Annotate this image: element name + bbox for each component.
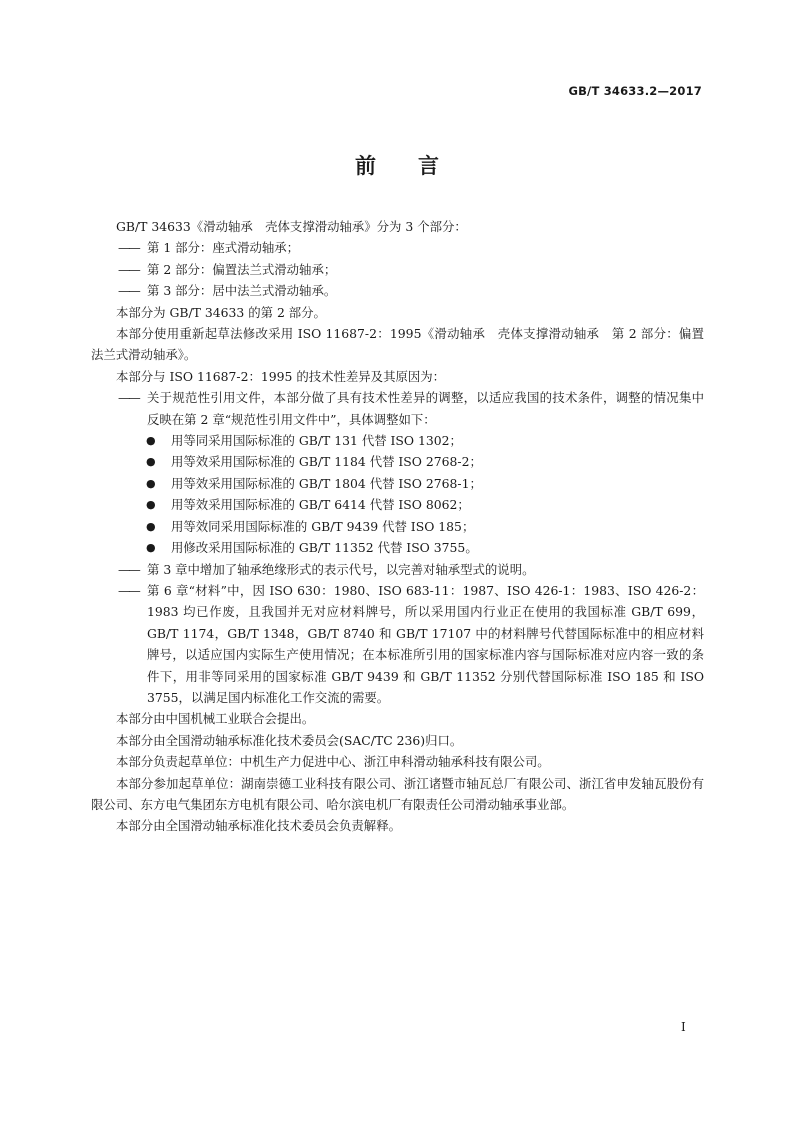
bullet-icon: ● — [146, 498, 156, 512]
part-2-text: 第 2 部分：偏置法兰式滑动轴承； — [147, 261, 337, 277]
title-char-1: 前 — [355, 154, 376, 178]
part-3-text: 第 3 部分：居中法兰式滑动轴承。 — [147, 283, 337, 299]
bullet-item — [91, 473, 704, 494]
bullet-text: 用等同采用国际标准的 GB/T 131 代替 ISO 1302； — [171, 433, 462, 449]
bullet-icon: ● — [146, 476, 156, 490]
bullet-icon: ● — [146, 519, 156, 533]
part-3-item — [91, 280, 704, 301]
participating-units-paragraph: 本部分参加起草单位：湖南崇德工业科技有限公司、浙江诸暨市轴瓦总厂有限公司、浙江省申发轴瓦股份有限公司、东方电气集团东方电机有限公司、哈尔滨电机厂有限责任公司滑动轴承事业部。 — [91, 775, 704, 812]
bullet-icon: ● — [146, 455, 156, 469]
difference-2-item — [91, 559, 704, 580]
bullet-item — [91, 451, 704, 472]
difference-3-item — [91, 580, 704, 708]
bullet-item — [91, 516, 704, 537]
standard-number: GB/T 34633.2—2017 — [568, 84, 702, 98]
bullet-icon: ● — [146, 541, 156, 555]
drafting-units-paragraph: 本部分负责起草单位：中机生产力促进中心、浙江申科滑动轴承科技有限公司。 — [116, 754, 550, 770]
part-2-item — [91, 259, 704, 280]
dash-marker: —— — [118, 390, 139, 406]
difference-1-text: 关于规范性引用文件，本部分做了具有技术性差异的调整，以适应我国的技术条件，调整的情况集中反映在第 2 章“规范性引用文件中”，具体调整如下： — [147, 390, 704, 427]
differences-intro-paragraph: 本部分与 ISO 11687-2：1995 的技术性差异及其原因为： — [116, 368, 446, 384]
title-char-2: 言 — [418, 154, 439, 178]
part-1-text: 第 1 部分：座式滑动轴承； — [147, 240, 300, 256]
bullet-item — [91, 494, 704, 515]
difference-3-text: 第 6 章“材料”中，因 ISO 630：1980、ISO 683-11：1987、ISO 426-1：1983、ISO 426-2：1983 均已作废，且我国并无对应材料牌号，所以采用国内行业正在使用的我国标准 GB/T 699，GB/T 1174，GB/T 1348，GB/T 8740 和 GB/T 17107 中的材料牌号代替国际标准中的相应材料牌号，以适应国内实际生产使用情况；在本标准所引用的国家标准内容与国际标准对应内容一致的条件下，用非等同采用的国家标准 GB/T 9439 和 GB/T 11352 分别代替国际标准 ISO 185 和 ISO 3755，以满足国内标准化工作交流的需要。 — [147, 582, 704, 705]
proposed-by-paragraph: 本部分由中国机械工业联合会提出。 — [116, 711, 315, 727]
dash-marker: —— — [118, 283, 139, 299]
foreword-body — [91, 216, 704, 837]
dash-marker: —— — [118, 561, 139, 577]
part-1-item — [91, 237, 704, 258]
bullet-text: 用等效采用国际标准的 GB/T 6414 代替 ISO 8062； — [171, 497, 470, 513]
bullet-text: 用等效同采用国际标准的 GB/T 9439 代替 ISO 185； — [171, 518, 475, 534]
bullet-text: 用等效采用国际标准的 GB/T 1804 代替 ISO 2768-1； — [171, 475, 482, 491]
dash-marker: —— — [118, 582, 139, 598]
dash-marker: —— — [118, 240, 139, 256]
bullet-text: 用修改采用国际标准的 GB/T 11352 代替 ISO 3755。 — [171, 540, 478, 556]
redraft-paragraph: 本部分使用重新起草法修改采用 ISO 11687-2：1995《滑动轴承 壳体支撑滑动轴承 第 2 部分：偏置法兰式滑动轴承》。 — [91, 326, 704, 363]
page-number: I — [681, 1020, 686, 1034]
bullet-text: 用等效采用国际标准的 GB/T 1184 代替 ISO 2768-2； — [171, 454, 482, 470]
intro-paragraph: GB/T 34633《滑动轴承 壳体支撑滑动轴承》分为 3 个部分： — [116, 219, 467, 234]
difference-1-item — [91, 387, 704, 430]
bullet-item — [91, 430, 704, 451]
this-part-paragraph: 本部分为 GB/T 34633 的第 2 部分。 — [116, 304, 326, 320]
bullet-icon: ● — [146, 434, 156, 448]
page-title — [0, 150, 794, 180]
bullet-item — [91, 537, 704, 558]
interpretation-paragraph: 本部分由全国滑动轴承标准化技术委员会负责解释。 — [116, 818, 401, 834]
dash-marker: —— — [118, 261, 139, 277]
difference-2-text: 第 3 章中增加了轴承绝缘形式的表示代号，以完善对轴承型式的说明。 — [147, 561, 535, 577]
jurisdiction-paragraph: 本部分由全国滑动轴承标准化技术委员会(SAC/TC 236)归口。 — [116, 732, 463, 748]
